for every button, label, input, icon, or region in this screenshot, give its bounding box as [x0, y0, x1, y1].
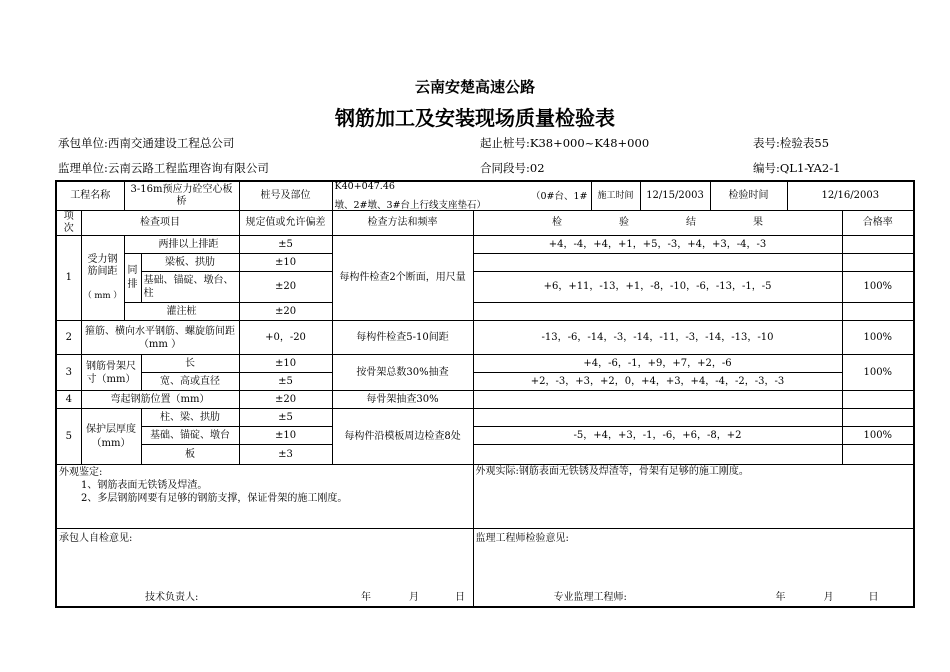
contractor-label: 承包单位: — [58, 136, 108, 150]
appearance-actual-value: 钢筋表面无铁锈及焊渣等，骨架有足够的施工刚度。 — [518, 466, 749, 477]
method-cell: 每构件检查5-10间距 — [332, 321, 473, 355]
col-result-char: 果 — [753, 217, 764, 228]
appearance-actual-label: 外观实际: — [475, 466, 519, 477]
day-label: 日 — [868, 592, 879, 603]
item-group-label: 受力钢筋间距 — [87, 254, 118, 277]
rate-cell: 100% — [842, 427, 914, 445]
supervisor-value: 云南云路工程监理咨询有限公司 — [107, 161, 269, 175]
item-no: 1 — [56, 236, 81, 321]
location-mid: （0#台、1# — [531, 191, 588, 202]
spec-value: ±10 — [239, 254, 332, 272]
result-values: -13，-6，-14，-3，-14，-11，-3，-14，-13，-10 — [473, 321, 842, 355]
sub-item: 宽、高或直径 — [141, 373, 239, 391]
rate-cell — [842, 303, 914, 321]
item-no: 3 — [56, 355, 81, 391]
appearance-check-1: 1、钢筋表面无铁锈及焊渣。 — [81, 480, 208, 491]
method-cell: 按骨架总数30%抽查 — [332, 355, 473, 391]
table-row — [56, 445, 914, 465]
rate-cell — [842, 236, 914, 254]
tech-lead-label: 技术负责人: — [145, 592, 199, 603]
method-cell: 每构件沿模板周边检查8处 — [332, 409, 473, 465]
col-result-char: 检 — [552, 217, 563, 228]
col-item: 检查项目 — [81, 211, 239, 236]
method-cell: 每骨架抽查30% — [332, 391, 473, 409]
appearance-check-label: 外观鉴定: — [59, 467, 103, 478]
item-label: 箍筋、横向水平钢筋、螺旋筋间距（mm ） — [81, 321, 239, 355]
sub-item: 灌注桩 — [124, 303, 239, 321]
location-cell — [332, 181, 591, 211]
contract-value: 02 — [529, 161, 545, 175]
form-no-value: 检验表55 — [779, 136, 830, 150]
spec-value: ±5 — [239, 409, 332, 427]
inspect-time-label: 检验时间 — [710, 181, 787, 211]
item-group: 保护层厚度（mm） — [81, 409, 141, 465]
contractor-value: 西南交通建设工程总公司 — [107, 136, 235, 150]
form-no-label: 表号: — [753, 136, 780, 150]
spec-value: ±10 — [239, 355, 332, 373]
table-row — [56, 427, 914, 445]
spec-value: ±20 — [239, 303, 332, 321]
inspect-time-value: 12/16/2003 — [787, 181, 914, 211]
result-values: -5，+4，+3，-1，-6，+6，-8，+2 — [473, 427, 842, 445]
sub-item: 基础、锚碇、墩台 — [141, 427, 239, 445]
rate-cell: 100% — [842, 355, 914, 391]
location-label: 桩号及部位 — [239, 181, 332, 211]
station-label: 起止桩号: — [480, 136, 530, 150]
col-method: 检查方法和频率 — [332, 211, 473, 236]
item-group: 钢筋骨架尺寸（mm） — [81, 355, 141, 391]
supervisor-row — [58, 160, 269, 176]
table-row — [56, 272, 914, 303]
col-rate: 合格率 — [842, 211, 914, 236]
rate-cell — [842, 409, 914, 427]
spec-value: ±10 — [239, 427, 332, 445]
appearance-row — [56, 465, 914, 529]
spec-value: ±3 — [239, 445, 332, 465]
result-values — [473, 409, 842, 427]
info-row — [56, 181, 914, 211]
table-row — [56, 409, 914, 427]
item-group — [81, 236, 124, 321]
rate-cell — [842, 445, 914, 465]
serial-value: QL1-YA2-1 — [779, 161, 841, 175]
form-no-row — [753, 135, 829, 151]
result-values — [473, 445, 842, 465]
col-spec: 规定值或允许偏差 — [239, 211, 332, 236]
spec-value: ±5 — [239, 373, 332, 391]
project-value: 3-16m预应力砼空心板桥 — [124, 181, 239, 211]
item-no: 5 — [56, 409, 81, 465]
self-check-label: 承包人自检意见: — [59, 533, 133, 544]
rate-cell: 100% — [842, 272, 914, 303]
table-row — [56, 355, 914, 373]
location-top: K40+047.46 — [334, 181, 395, 192]
appearance-actual — [473, 465, 914, 529]
station-row — [480, 135, 649, 151]
table-row — [56, 236, 914, 254]
method-cell: 每构件检查2个断面，用尺量 — [332, 236, 473, 321]
engineer-label: 监理工程师检验意见: — [475, 533, 569, 544]
build-time-value: 12/15/2003 — [640, 181, 710, 211]
result-values: +4，-6，-1，+9，+7，+2，-6 — [473, 355, 842, 373]
supervisor-label: 监理单位: — [58, 161, 108, 175]
sub-group: 同排 — [124, 254, 141, 303]
spec-value: ±20 — [239, 391, 332, 409]
col-no: 项次 — [56, 211, 81, 236]
result-values — [473, 391, 842, 409]
spec-value: ±5 — [239, 236, 332, 254]
result-values — [473, 303, 842, 321]
sub-item: 两排以上排距 — [124, 236, 239, 254]
result-values — [473, 254, 842, 272]
appearance-check — [56, 465, 473, 529]
appearance-check-2: 2、多层钢筋网要有足够的钢筋支撑，保证骨架的施工刚度。 — [81, 493, 348, 504]
rate-cell — [842, 254, 914, 272]
contract-row — [480, 160, 545, 176]
item-no: 2 — [56, 321, 81, 355]
month-label: 月 — [409, 592, 419, 603]
spec-value: +0，-20 — [239, 321, 332, 355]
result-values: +6，+11，-13，+1，-8，-10，-6，-13，-1，-5 — [473, 272, 842, 303]
day-label: 日 — [455, 592, 465, 603]
page-title: 钢筋加工及安装现场质量检验表 — [335, 106, 615, 130]
sub-item: 板 — [141, 445, 239, 465]
contractor-row — [58, 135, 234, 151]
supervising-engineer-label: 专业监理工程师: — [553, 592, 627, 603]
sub-item: 梁板、拱肋 — [141, 254, 239, 272]
month-label: 月 — [823, 592, 834, 603]
self-check-cell — [56, 529, 473, 608]
spec-value: ±20 — [239, 272, 332, 303]
station-value: K38+000~K48+000 — [529, 136, 650, 150]
project-label: 工程名称 — [56, 181, 124, 211]
rate-cell: 100% — [842, 321, 914, 355]
engineer-cell — [473, 529, 914, 608]
item-label: 弯起钢筋位置（mm） — [81, 391, 239, 409]
year-label: 年 — [361, 592, 371, 603]
org-title: 云南安楚高速公路 — [414, 78, 535, 96]
table-row — [56, 303, 914, 321]
item-no: 4 — [56, 391, 81, 409]
table-row — [56, 321, 914, 355]
inspection-table — [55, 180, 915, 608]
year-label: 年 — [775, 592, 786, 603]
sub-item: 柱、梁、拱肋 — [141, 409, 239, 427]
table-row — [56, 391, 914, 409]
item-group-unit: （ mm ） — [83, 291, 122, 301]
sub-item: 基础、锚碇、墩台、柱 — [141, 272, 239, 303]
result-values: +4，-4，+4，+1，+5，-3，+4，+3，-4，-3 — [473, 236, 842, 254]
signoff-row — [56, 529, 914, 608]
table-row — [56, 254, 914, 272]
result-values: +2，-3，+3，+2，0，+4，+3，+4，-4，-2，-3，-3 — [473, 373, 842, 391]
header-row — [56, 211, 914, 236]
col-result — [473, 211, 842, 236]
contract-label: 合同段号: — [480, 161, 530, 175]
col-result-char: 结 — [686, 217, 697, 228]
location-bottom: 墩、2#墩、3#台上行线支座垫石） — [334, 200, 487, 211]
table-row — [56, 373, 914, 391]
col-result-char: 验 — [619, 217, 630, 228]
sub-item: 长 — [141, 355, 239, 373]
serial-label: 编号: — [753, 161, 780, 175]
serial-row — [753, 160, 840, 176]
rate-cell — [842, 391, 914, 409]
build-time-label: 施工时间 — [591, 181, 640, 211]
